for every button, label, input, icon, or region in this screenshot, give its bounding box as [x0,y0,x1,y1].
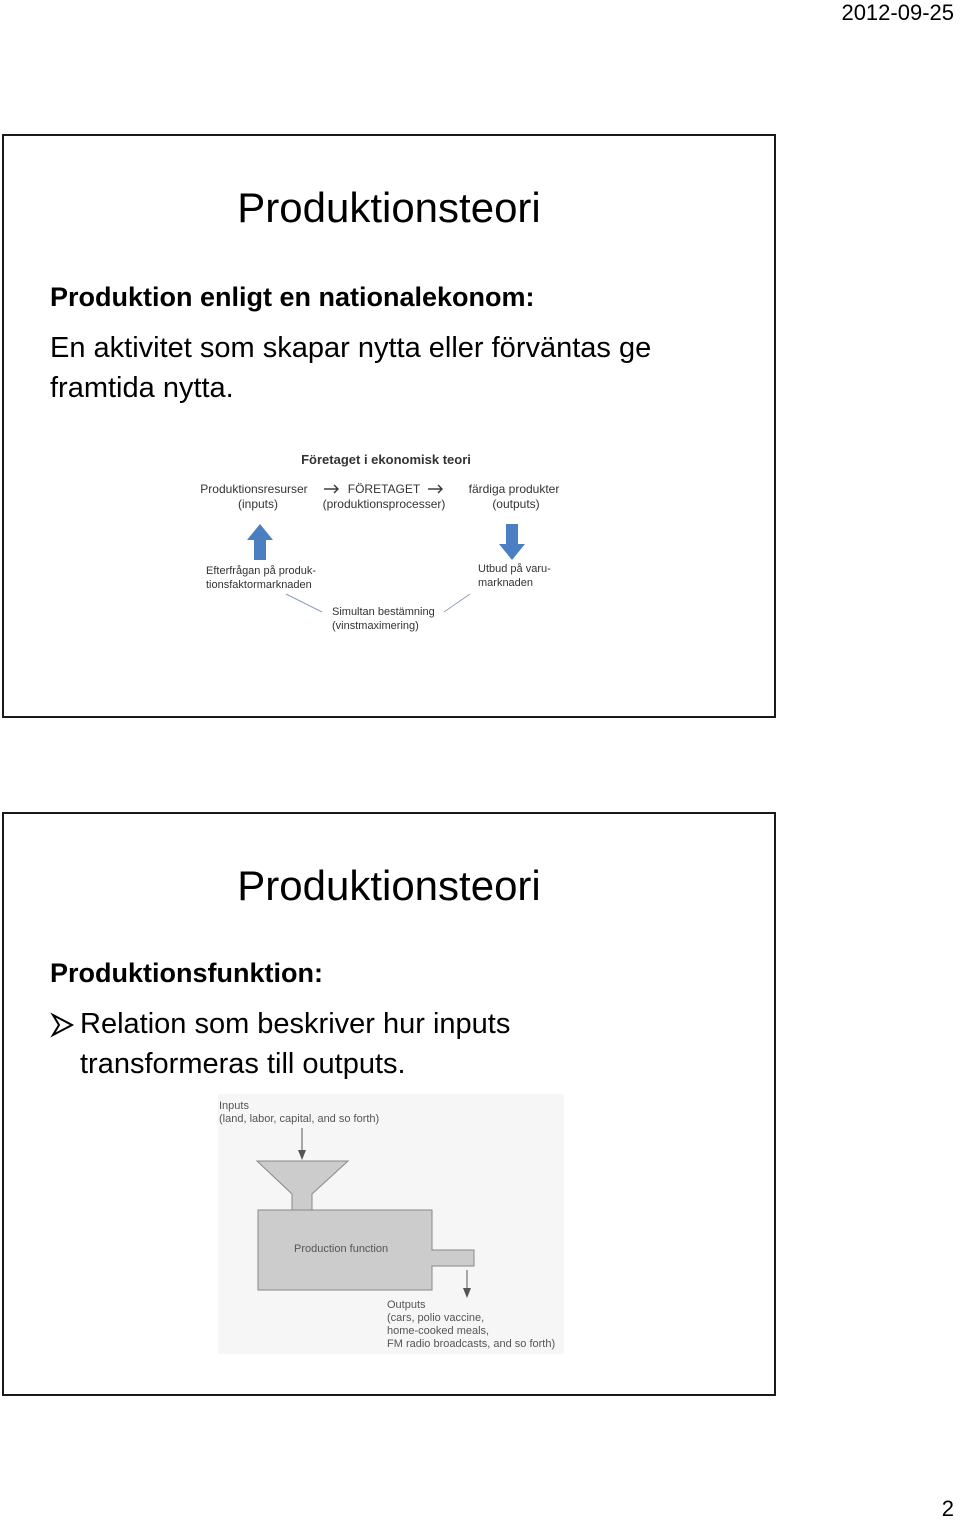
products-sub-label: (outputs) [492,497,540,511]
slide-body-text: En aktivitet som skapar nytta eller förväntas ge framtida nytta. [50,332,652,404]
outputs-line2: home-cooked meals, [387,1325,490,1337]
diagram-title: Företaget i ekonomisk teori [301,452,471,467]
demand-label-line2: tionsfaktormarknaden [206,579,312,591]
slide-subheading: Produktionsfunktion: [50,958,323,988]
outputs-label: Outputs [387,1299,426,1311]
supply-label-line2: marknaden [478,577,534,589]
resources-sub-label: (inputs) [237,497,279,511]
firm-theory-diagram [4,136,778,720]
slide-1 [2,134,776,718]
inputs-sub-label: (land, labor, capital, and so forth) [219,1113,380,1125]
production-function-label: Production function [294,1243,389,1255]
products-label: färdiga produkter [468,482,560,496]
simultaneous-label-line2: (vinstmaximering) [332,620,419,632]
slide-2 [2,812,776,1396]
slide-subheading: Produktion enligt en nationalekonom: [50,282,535,312]
down-arrow-icon [499,524,525,560]
connector-line-left [286,594,322,612]
resources-label: Produktionsresurser [200,482,308,496]
slide-title: Produktionsteori [237,862,541,909]
firm-label: FÖRETAGET [347,482,421,496]
outputs-line1: (cars, polio vaccine, [387,1312,485,1324]
simultaneous-label-line1: Simultan bestämning [332,606,435,618]
production-function-diagram [4,814,778,1398]
supply-label-line1: Utbud på varu- [478,563,551,575]
firm-sub-label: (produktionsprocesser) [322,497,446,511]
slide-title: Produktionsteori [237,184,541,231]
outputs-line3: FM radio broadcasts, and so forth) [387,1338,556,1350]
inputs-label: Inputs [219,1100,249,1112]
page-number: 2 [941,1496,954,1521]
up-arrow-icon [247,524,273,560]
bullet-text: Relation som beskriver hur inputs transformeras till outputs. [80,1008,511,1080]
page-date: 2012-09-25 [841,0,954,25]
demand-label-line1: Efterfrågan på produk- [206,565,317,577]
connector-line-right [444,594,470,612]
flow-arrow-icon [428,485,442,493]
flow-arrow-icon [324,485,338,493]
